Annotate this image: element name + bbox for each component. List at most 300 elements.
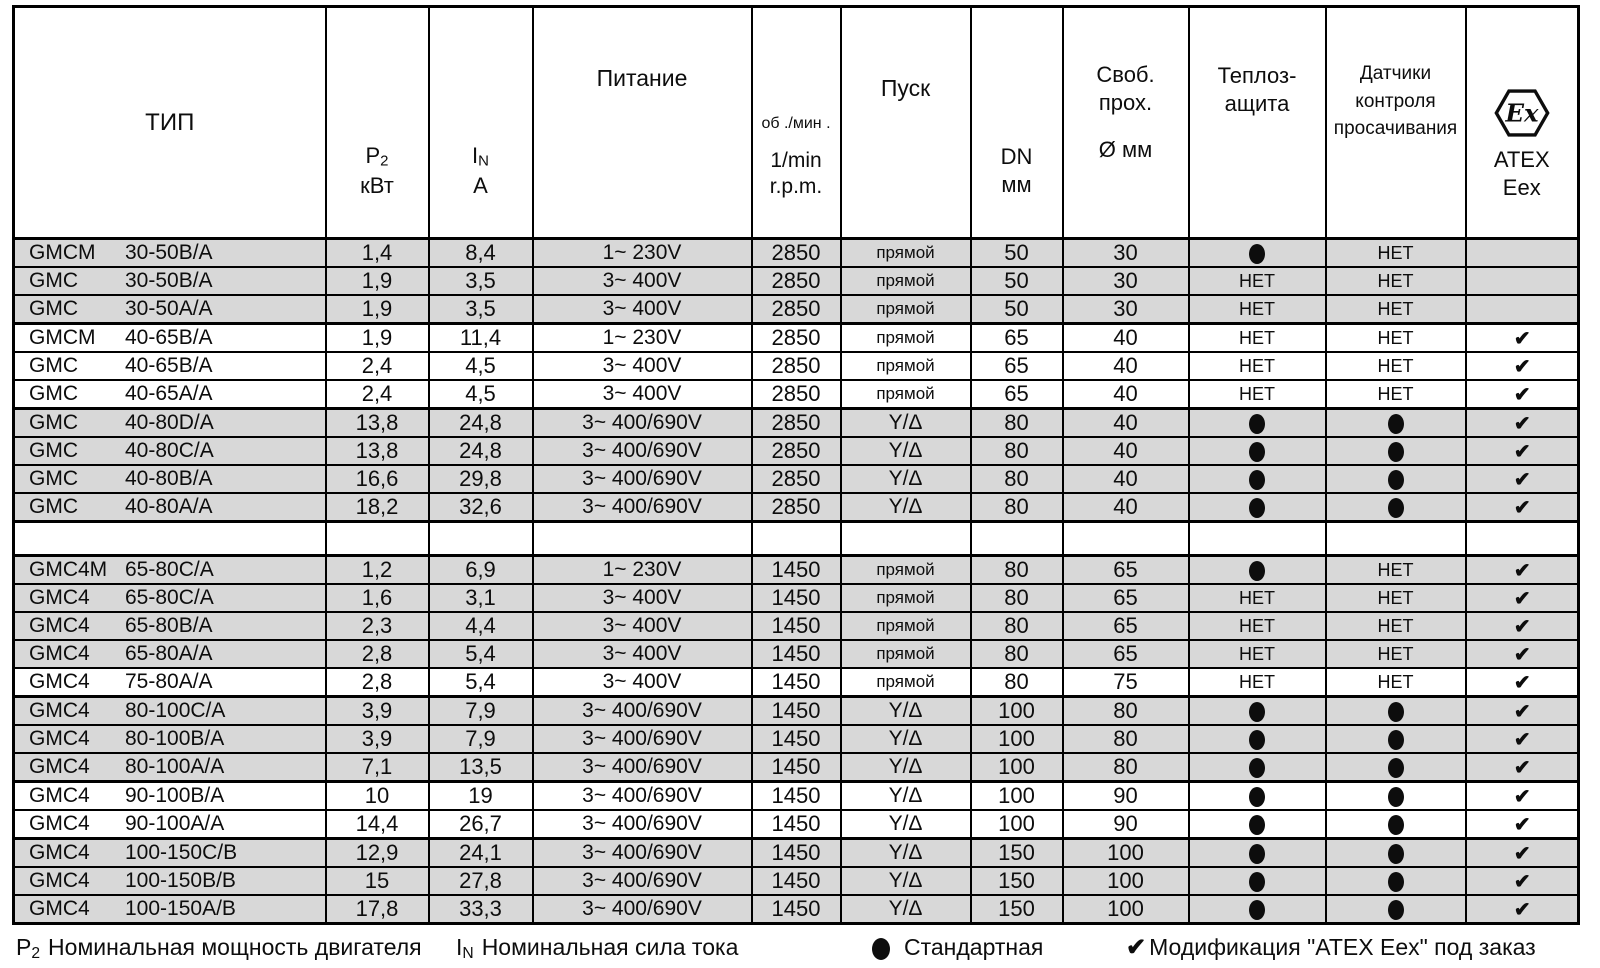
standard-dot-icon: [1249, 872, 1265, 892]
rpm-label-1min: 1/min: [770, 148, 822, 172]
check-icon: ✔: [1513, 383, 1530, 406]
cell-free-passage: 30: [1063, 267, 1189, 295]
check-icon: ✔: [1513, 559, 1530, 582]
cell-atex: [1466, 409, 1579, 438]
cell-p2: 1,4: [326, 239, 429, 268]
standard-dot-icon: [1388, 442, 1404, 462]
cell-rpm: 2850: [752, 493, 841, 522]
cell-rpm: 1450: [752, 612, 841, 640]
cell-type: [14, 810, 326, 839]
standard-dot-icon: [1249, 561, 1265, 581]
pump-series: GMC4: [29, 670, 90, 693]
cell-atex: [1466, 556, 1579, 585]
cell-start: прямой: [841, 584, 971, 612]
pump-series: GMC: [29, 269, 78, 292]
cell-start: Y/Δ: [841, 465, 971, 493]
table-row: [14, 895, 1579, 924]
legend-standard: [872, 930, 1043, 964]
cell-type: [14, 697, 326, 726]
pump-size: 100-150C/B: [125, 841, 238, 864]
cell-rpm: 2850: [752, 380, 841, 409]
cell-type: [14, 895, 326, 924]
cell-power: 3~ 400/690V: [533, 493, 752, 522]
cell-free-passage: 100: [1063, 839, 1189, 868]
cell-free-passage: 100: [1063, 895, 1189, 924]
cell-thermal: НЕТ: [1189, 584, 1326, 612]
pump-size: 40-80C/A: [125, 439, 214, 462]
cell-dn: 100: [971, 697, 1063, 726]
cell-free-passage: 40: [1063, 493, 1189, 522]
col-header-type: [14, 7, 326, 239]
cell-free-passage: 40: [1063, 352, 1189, 380]
pump-series: GMC: [29, 297, 78, 320]
cell-p2: 2,8: [326, 668, 429, 697]
pump-size: 30-50A/A: [125, 297, 213, 320]
free-label-2: прох.: [1098, 89, 1153, 115]
table-row: [14, 239, 1579, 268]
standard-dot-icon: [1388, 730, 1404, 750]
cell-atex: [1466, 239, 1579, 268]
cell-p2: 3,9: [326, 697, 429, 726]
cell-power: 3~ 400/690V: [533, 839, 752, 868]
cell-dn: [971, 522, 1063, 556]
rpm-label-ru: об ./мин .: [761, 114, 831, 132]
cell-thermal: НЕТ: [1189, 324, 1326, 353]
cell-rpm: 2850: [752, 437, 841, 465]
cell-p2: 13,8: [326, 437, 429, 465]
pump-series: GMC4: [29, 642, 90, 665]
cell-start: прямой: [841, 352, 971, 380]
cell-power: 3~ 400/690V: [533, 697, 752, 726]
check-icon: ✔: [1513, 615, 1530, 638]
pump-size: 40-65B/A: [125, 354, 213, 377]
cell-rpm: 1450: [752, 839, 841, 868]
table-row: [14, 493, 1579, 522]
cell-thermal: НЕТ: [1189, 612, 1326, 640]
cell-p2: [326, 522, 429, 556]
in-symbol: $I_N$: [472, 143, 489, 170]
free-diameter-unit: Ø мм: [1098, 137, 1153, 162]
cell-leak-sensors: [1326, 409, 1466, 438]
check-icon: ✔: [1513, 813, 1530, 836]
pump-spec-table: [12, 5, 1580, 925]
table-row: [14, 409, 1579, 438]
cell-p2: 17,8: [326, 895, 429, 924]
pump-size: 40-80A/A: [125, 495, 213, 518]
cell-type: [14, 324, 326, 353]
pump-size: 100-150A/B: [125, 897, 236, 920]
cell-atex: [1466, 782, 1579, 811]
cell-leak-sensors: [1326, 782, 1466, 811]
cell-leak-sensors: НЕТ: [1326, 668, 1466, 697]
cell-in: 26,7: [429, 810, 533, 839]
cell-dn: 100: [971, 753, 1063, 782]
standard-dot-icon: [1249, 844, 1265, 864]
col-header-power: [533, 7, 752, 239]
cell-thermal: [1189, 409, 1326, 438]
cell-type: [14, 782, 326, 811]
pump-series: GMC4: [29, 812, 90, 835]
standard-dot-icon: [1249, 815, 1265, 835]
cell-power: 3~ 400V: [533, 295, 752, 324]
eex-label: Eex: [1502, 174, 1541, 200]
pump-size: 40-65B/A: [125, 326, 213, 349]
pump-series: GMC4: [29, 869, 90, 892]
check-icon: ✔: [1513, 327, 1530, 350]
cell-start: Y/Δ: [841, 867, 971, 895]
cell-power: 1~ 230V: [533, 324, 752, 353]
cell-type: [14, 352, 326, 380]
cell-leak-sensors: НЕТ: [1326, 584, 1466, 612]
cell-thermal: НЕТ: [1189, 352, 1326, 380]
cell-atex: [1466, 810, 1579, 839]
cell-in: 3,1: [429, 584, 533, 612]
pump-series: GMC4: [29, 755, 90, 778]
table-row: [14, 437, 1579, 465]
cell-in: 24,8: [429, 437, 533, 465]
atex-label: ATEX: [1493, 147, 1550, 172]
cell-rpm: 1450: [752, 867, 841, 895]
col-header-dn: [971, 7, 1063, 239]
check-icon: ✔: [1513, 728, 1530, 751]
legend-standard-text: Стандартная: [904, 934, 1044, 960]
cell-p2: 2,4: [326, 380, 429, 409]
cell-dn: 80: [971, 437, 1063, 465]
cell-atex: [1466, 267, 1579, 295]
legend-p2: [16, 930, 422, 968]
cell-atex: [1466, 584, 1579, 612]
cell-free-passage: [1063, 522, 1189, 556]
cell-power: 3~ 400V: [533, 267, 752, 295]
pump-series: GMCM: [29, 241, 96, 264]
check-icon: ✔: [1513, 785, 1530, 808]
cell-dn: 80: [971, 612, 1063, 640]
col-header-in: [429, 7, 533, 239]
check-icon: ✔: [1126, 934, 1146, 961]
cell-power: 3~ 400/690V: [533, 810, 752, 839]
cell-thermal: [1189, 725, 1326, 753]
cell-free-passage: 80: [1063, 753, 1189, 782]
table-row: [14, 324, 1579, 353]
cell-rpm: 1450: [752, 753, 841, 782]
cell-dn: 100: [971, 725, 1063, 753]
standard-dot-icon: [1249, 787, 1265, 807]
cell-rpm: 1450: [752, 584, 841, 612]
table-row: [14, 668, 1579, 697]
cell-in: 29,8: [429, 465, 533, 493]
cell-power: 1~ 230V: [533, 239, 752, 268]
standard-dot-icon: [1388, 414, 1404, 434]
pump-size: 65-80C/A: [125, 586, 214, 609]
cell-leak-sensors: [1326, 437, 1466, 465]
standard-dot-icon: [1249, 244, 1265, 264]
cell-in: 24,1: [429, 839, 533, 868]
standard-dot-icon: [1388, 844, 1404, 864]
table-row: [14, 839, 1579, 868]
cell-leak-sensors: [1326, 753, 1466, 782]
cell-in: 24,8: [429, 409, 533, 438]
svg-text:Ex: Ex: [1505, 98, 1539, 128]
pump-series: GMC: [29, 439, 78, 462]
thermal-label-1: Теплоз-: [1217, 63, 1297, 88]
standard-dot-icon: [1249, 414, 1265, 434]
col-type-label: ТИП: [145, 108, 195, 136]
cell-free-passage: 65: [1063, 556, 1189, 585]
cell-in: 5,4: [429, 668, 533, 697]
pump-size: 40-80B/A: [125, 467, 213, 490]
cell-leak-sensors: [1326, 493, 1466, 522]
cell-thermal: [1189, 839, 1326, 868]
pump-series: GMC4M: [29, 558, 108, 581]
cell-thermal: [1189, 493, 1326, 522]
cell-power: 3~ 400V: [533, 612, 752, 640]
pump-series: GMC4: [29, 784, 90, 807]
standard-dot-icon: [1249, 702, 1265, 722]
legend-atex-text: Модификация "ATEX Eex" под заказ: [1149, 934, 1536, 960]
cell-dn: 150: [971, 895, 1063, 924]
col-header-leak-sensors: [1326, 7, 1466, 239]
cell-power: 3~ 400/690V: [533, 782, 752, 811]
table-row: [14, 697, 1579, 726]
cell-leak-sensors: [1326, 810, 1466, 839]
cell-start: Y/Δ: [841, 493, 971, 522]
cell-type: [14, 267, 326, 295]
cell-power: 3~ 400/690V: [533, 465, 752, 493]
cell-atex: [1466, 697, 1579, 726]
check-icon: ✔: [1513, 355, 1530, 378]
cell-type: [14, 867, 326, 895]
legend-atex-mod: [1126, 930, 1536, 965]
check-icon: ✔: [1513, 440, 1530, 463]
cell-start: прямой: [841, 612, 971, 640]
table-row: [14, 352, 1579, 380]
cell-in: 32,6: [429, 493, 533, 522]
cell-in: 4,4: [429, 612, 533, 640]
cell-power: 1~ 230V: [533, 556, 752, 585]
cell-type: [14, 668, 326, 697]
cell-thermal: НЕТ: [1189, 295, 1326, 324]
cell-p2: 16,6: [326, 465, 429, 493]
cell-in: 6,9: [429, 556, 533, 585]
standard-dot-icon: [1388, 787, 1404, 807]
pump-series: GMC: [29, 411, 78, 434]
cell-leak-sensors: [1326, 867, 1466, 895]
cell-thermal: НЕТ: [1189, 668, 1326, 697]
cell-power: 3~ 400/690V: [533, 895, 752, 924]
cell-rpm: 2850: [752, 239, 841, 268]
cell-in: [429, 522, 533, 556]
cell-power: 3~ 400/690V: [533, 725, 752, 753]
cell-dn: 50: [971, 267, 1063, 295]
check-icon: ✔: [1513, 587, 1530, 610]
cell-atex: [1466, 753, 1579, 782]
leak-label-2: контроля: [1355, 90, 1436, 112]
cell-in: 11,4: [429, 324, 533, 353]
cell-leak-sensors: НЕТ: [1326, 612, 1466, 640]
cell-p2: 1,6: [326, 584, 429, 612]
cell-p2: 14,4: [326, 810, 429, 839]
cell-in: 5,4: [429, 640, 533, 668]
table-row: [14, 640, 1579, 668]
cell-thermal: [1189, 465, 1326, 493]
header-row: [14, 7, 1579, 239]
cell-rpm: 1450: [752, 725, 841, 753]
cell-atex: [1466, 725, 1579, 753]
cell-power: 3~ 400V: [533, 352, 752, 380]
dn-unit: мм: [1001, 171, 1032, 197]
cell-start: прямой: [841, 668, 971, 697]
check-icon: ✔: [1513, 643, 1530, 666]
cell-free-passage: 80: [1063, 697, 1189, 726]
pump-size: 30-50B/A: [125, 269, 213, 292]
col-header-atex: [1466, 7, 1579, 239]
cell-p2: 1,9: [326, 324, 429, 353]
check-icon: ✔: [1513, 898, 1530, 921]
cell-dn: 80: [971, 584, 1063, 612]
cell-leak-sensors: НЕТ: [1326, 352, 1466, 380]
cell-start: прямой: [841, 267, 971, 295]
pump-size: 75-80A/A: [125, 670, 213, 693]
cell-power: 3~ 400/690V: [533, 437, 752, 465]
cell-type: [14, 239, 326, 268]
cell-rpm: 1450: [752, 782, 841, 811]
cell-leak-sensors: [1326, 465, 1466, 493]
cell-start: Y/Δ: [841, 782, 971, 811]
pump-size: 65-80B/A: [125, 614, 213, 637]
table-row: [14, 867, 1579, 895]
cell-dn: 80: [971, 556, 1063, 585]
cell-start: [841, 522, 971, 556]
spacer-row: [14, 522, 1579, 556]
check-icon: ✔: [1513, 842, 1530, 865]
cell-atex: [1466, 324, 1579, 353]
cell-start: прямой: [841, 556, 971, 585]
table-row: [14, 782, 1579, 811]
cell-type: [14, 612, 326, 640]
cell-in: 27,8: [429, 867, 533, 895]
cell-rpm: 2850: [752, 409, 841, 438]
thermal-label-2: ащита: [1224, 90, 1290, 116]
cell-type: [14, 839, 326, 868]
legend-p2-text: Номинальная мощность двигателя: [48, 934, 422, 960]
cell-type: [14, 725, 326, 753]
cell-thermal: НЕТ: [1189, 380, 1326, 409]
cell-dn: 65: [971, 380, 1063, 409]
cell-leak-sensors: [1326, 522, 1466, 556]
cell-atex: [1466, 352, 1579, 380]
cell-rpm: 1450: [752, 556, 841, 585]
cell-dn: 80: [971, 493, 1063, 522]
cell-leak-sensors: НЕТ: [1326, 239, 1466, 268]
cell-free-passage: 40: [1063, 465, 1189, 493]
dn-label: DN: [1000, 144, 1033, 169]
standard-dot-icon: [1249, 758, 1265, 778]
col-header-thermal: [1189, 7, 1326, 239]
cell-p2: 1,2: [326, 556, 429, 585]
cell-rpm: 1450: [752, 810, 841, 839]
cell-rpm: 2850: [752, 295, 841, 324]
leak-label-1: Датчики: [1359, 63, 1432, 84]
table-row: [14, 810, 1579, 839]
cell-rpm: 2850: [752, 267, 841, 295]
cell-atex: [1466, 295, 1579, 324]
cell-dn: 50: [971, 239, 1063, 268]
cell-leak-sensors: НЕТ: [1326, 556, 1466, 585]
cell-atex: [1466, 839, 1579, 868]
cell-type: [14, 753, 326, 782]
check-icon: ✔: [1513, 700, 1530, 723]
cell-rpm: 1450: [752, 668, 841, 697]
cell-in: 4,5: [429, 352, 533, 380]
cell-atex: [1466, 867, 1579, 895]
table-row: [14, 465, 1579, 493]
p2-unit: кВт: [360, 172, 394, 198]
table-row: [14, 380, 1579, 409]
cell-free-passage: 90: [1063, 810, 1189, 839]
cell-start: прямой: [841, 380, 971, 409]
check-icon: ✔: [1513, 870, 1530, 893]
cell-leak-sensors: [1326, 697, 1466, 726]
cell-atex: [1466, 895, 1579, 924]
cell-power: [533, 522, 752, 556]
cell-free-passage: 65: [1063, 612, 1189, 640]
cell-in: 33,3: [429, 895, 533, 924]
check-icon: ✔: [1513, 412, 1530, 435]
table-row: [14, 267, 1579, 295]
cell-type: [14, 584, 326, 612]
standard-dot-icon: [872, 938, 890, 960]
cell-free-passage: 40: [1063, 380, 1189, 409]
cell-free-passage: 80: [1063, 725, 1189, 753]
pump-series: GMC4: [29, 586, 90, 609]
cell-leak-sensors: [1326, 895, 1466, 924]
cell-start: Y/Δ: [841, 810, 971, 839]
table-body: [14, 239, 1579, 924]
pump-series: GMC: [29, 467, 78, 490]
pump-size: 80-100B/A: [125, 727, 225, 750]
cell-type: [14, 465, 326, 493]
cell-power: 3~ 400V: [533, 668, 752, 697]
table-row: [14, 295, 1579, 324]
standard-dot-icon: [1388, 900, 1404, 920]
cell-leak-sensors: [1326, 839, 1466, 868]
cell-start: прямой: [841, 295, 971, 324]
cell-p2: 10: [326, 782, 429, 811]
cell-rpm: 2850: [752, 324, 841, 353]
cell-dn: 80: [971, 465, 1063, 493]
cell-leak-sensors: НЕТ: [1326, 640, 1466, 668]
cell-dn: 65: [971, 324, 1063, 353]
cell-dn: 50: [971, 295, 1063, 324]
cell-atex: [1466, 493, 1579, 522]
cell-free-passage: 40: [1063, 324, 1189, 353]
cell-free-passage: 100: [1063, 867, 1189, 895]
cell-dn: 100: [971, 810, 1063, 839]
cell-in: 3,5: [429, 267, 533, 295]
cell-atex: [1466, 437, 1579, 465]
pump-size: 40-80D/A: [125, 411, 214, 434]
check-icon: ✔: [1513, 468, 1530, 491]
cell-atex: [1466, 640, 1579, 668]
pump-series: GMC: [29, 495, 78, 518]
pump-series: GMC4: [29, 841, 90, 864]
pump-size: 80-100A/A: [125, 755, 225, 778]
cell-free-passage: 40: [1063, 409, 1189, 438]
cell-rpm: 1450: [752, 640, 841, 668]
pump-series: GMCM: [29, 326, 96, 349]
cell-atex: [1466, 668, 1579, 697]
cell-free-passage: 30: [1063, 295, 1189, 324]
